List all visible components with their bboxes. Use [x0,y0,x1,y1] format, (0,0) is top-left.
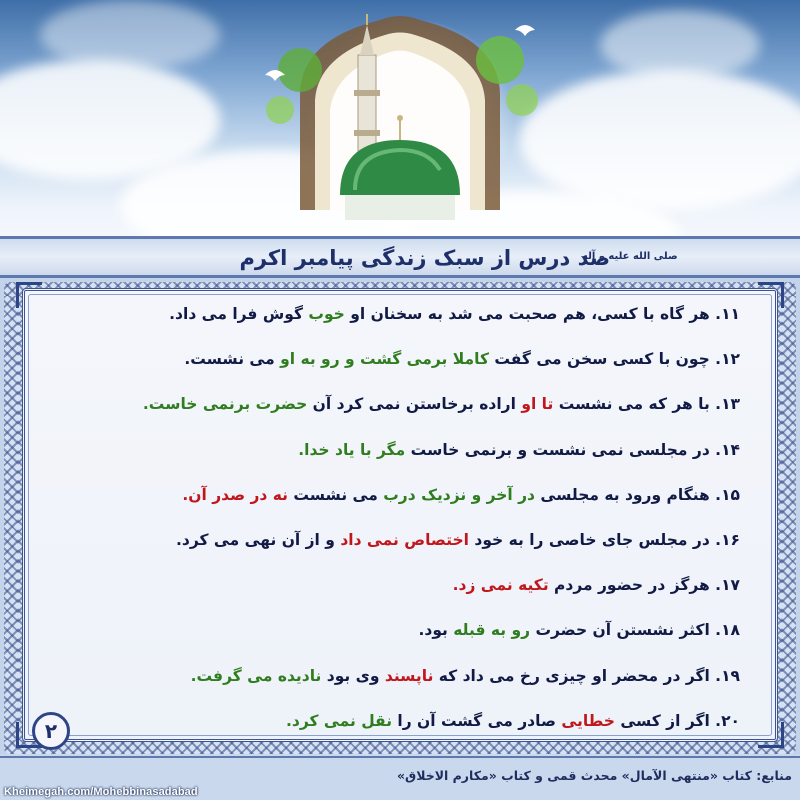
highlighted-phrase: ناپسند [384,666,434,685]
lesson-item [60,382,740,427]
lesson-text: ۱۳. با هر که می نشست [553,395,740,414]
lesson-text: اراده برخاستن نمی کرد آن [307,395,522,414]
lesson-text: ۱۸. اکثر نشستن آن حضرت [530,621,740,640]
lesson-text: وی بود [321,666,385,685]
highlighted-phrase: اختصاص نمی داد [340,530,469,549]
highlighted-phrase: نادیده می گرفت. [190,666,322,685]
corner-ornament [758,722,784,748]
site-url-watermark: Kheimegah.com/Mohebbinasadabad [4,786,198,798]
lesson-list [60,292,740,744]
sky-banner-image [0,0,800,245]
mosque-dome-illustration [260,0,540,245]
page-title: صد درس از سبک زندگی پیامبر اکرم [239,246,610,270]
lesson-item [60,654,740,699]
lesson-item [60,518,740,563]
lesson-text: می نشست [287,485,384,504]
lesson-text: گوش فرا می داد. [169,305,309,323]
lesson-text: بود. [418,621,454,640]
highlighted-phrase: خوب [308,305,345,323]
lesson-text: ۱۹. اگر در محضر او چیزی رخ می داد که [433,666,740,685]
lesson-item [60,292,740,337]
highlighted-phrase: خطایی [561,711,615,730]
lesson-text: ۱۲. چون با کسی سخن می گفت [488,350,740,369]
sources-text: منابع: کتاب «منتهی الآمال» محدث قمی و کتاب «مکارم الاخلاق» [396,768,792,783]
highlighted-phrase: حضرت برنمی خاست. [142,395,308,414]
footer-divider [0,756,800,758]
lesson-text: ۱۱. هر گاه با کسی، هم صحبت می شد به سخنان او [344,305,740,323]
lesson-item [60,563,740,608]
highlighted-phrase: در آخر و نزدیک درب [383,485,536,504]
lesson-text: ۱۵. هنگام ورود به مجلسی [535,485,740,504]
corner-ornament [16,282,42,308]
highlighted-phrase: تا او [521,395,554,414]
cloud-shape [520,70,800,210]
lesson-text: صادر می گشت آن را [392,711,562,730]
lesson-text: ۱۴. در مجلسی نمی نشست و برنمی خاست [405,440,740,459]
highlighted-phrase: کاملا برمی گشت و رو به او [280,350,489,369]
highlighted-phrase: نقل نمی کرد. [286,711,393,730]
lesson-text: می نشست. [184,350,281,369]
lesson-text: ۲۰. اگر از کسی [614,711,740,730]
highlighted-phrase: مگر با یاد خدا. [298,440,406,459]
honorific-text: صلی الله علیه و آله [582,251,678,262]
highlighted-phrase: رو به قبله [453,621,531,640]
cloud-shape [40,0,220,70]
lesson-text: ۱۶. در مجلس جای خاصی را به خود [468,530,740,549]
lesson-text: و از آن نهی می کرد. [176,530,341,549]
lesson-item [60,699,740,744]
corner-ornament [758,282,784,308]
page-number-badge: ۲ [32,712,70,750]
lesson-item [60,428,740,473]
lesson-item [60,337,740,382]
lesson-item [60,473,740,518]
highlighted-phrase: نه در صدر آن. [182,485,288,504]
cloud-shape [600,10,760,80]
title-bar [0,236,800,278]
lesson-item [60,608,740,653]
highlighted-phrase: تکیه نمی زد. [452,576,549,595]
lesson-text: ۱۷. هرگز در حضور مردم [548,576,740,595]
